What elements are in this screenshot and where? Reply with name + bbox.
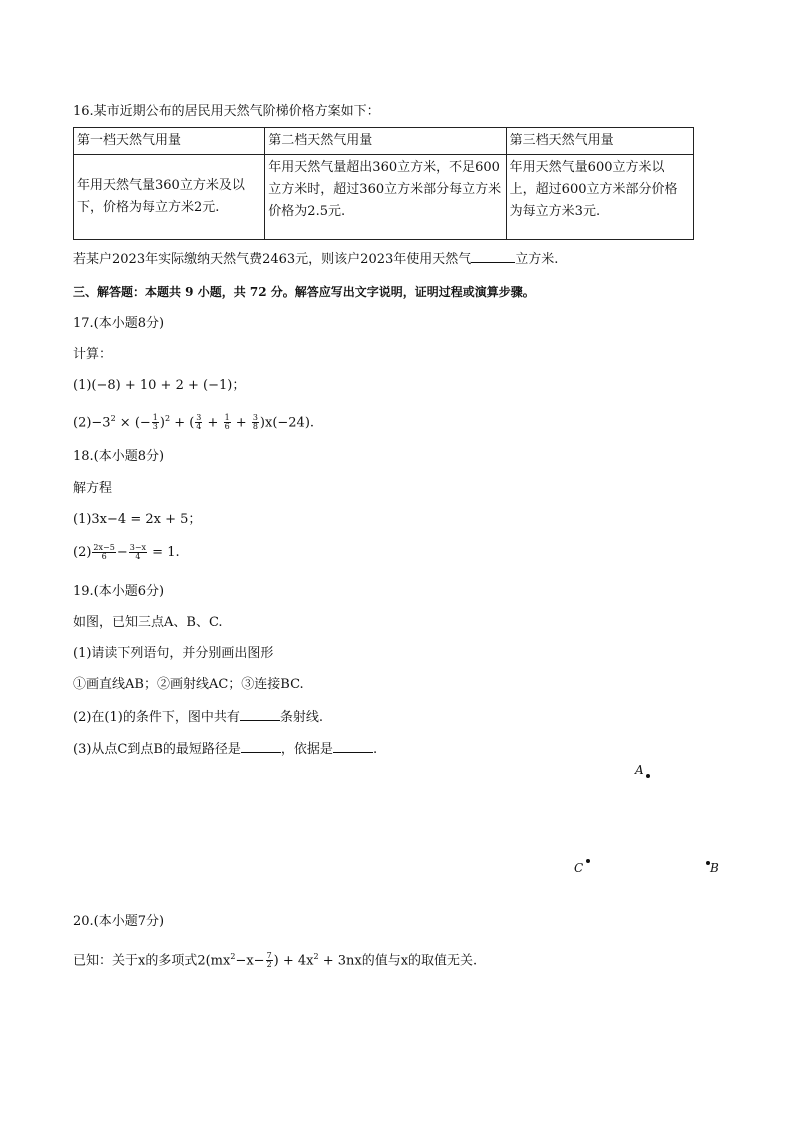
point-c-dot [586, 859, 590, 863]
table-cell-tier2: 年用天然气量超出360立方米，不足600立方米时，超过360立方米部分每立方米价格为2.5元. [265, 155, 506, 240]
denominator: 2 [266, 960, 272, 970]
answer-blank[interactable] [240, 708, 280, 721]
expr-text: − [116, 545, 128, 560]
expr-text: × (− [115, 415, 151, 431]
q18-part1: (1)3x−4 = 2x + 5； [73, 512, 202, 527]
numerator: 3 [252, 413, 258, 423]
expr-text: (2) [73, 545, 92, 560]
q19-part3 [73, 740, 377, 759]
fraction [92, 544, 115, 561]
exponent: 2 [313, 952, 319, 961]
fraction [195, 414, 202, 431]
q16-intro: 16.某市近期公布的居民用天然气阶梯价格方案如下： [73, 104, 380, 119]
q20-statement [73, 948, 477, 970]
q17-header: 17.(本小题8分) [73, 316, 165, 331]
table-cell-tier3: 年用天然气量600立方米以上，超过600立方米部分价格为每立方米3元. [506, 155, 693, 240]
numerator: 2x−5 [93, 543, 115, 552]
numerator: 1 [224, 413, 230, 423]
q16-question-prefix: 若某户2023年实际缴纳天然气费2463元，则该户2023年使用天然气 [73, 252, 472, 267]
point-a-label: A [635, 763, 644, 777]
table-header-row [74, 128, 694, 155]
q19-part1: (1)请读下列语句，并分别画出图形 [73, 646, 274, 661]
table-header-tier3: 第三档天然气用量 [506, 128, 693, 155]
exponent: 2 [110, 414, 116, 423]
q19-part1-items: ①画直线AB；②画射线AC；③连接BC. [73, 677, 304, 692]
q17-part2 [73, 410, 314, 432]
denominator: 4 [196, 422, 202, 432]
numerator: 3 [196, 413, 202, 423]
fraction [266, 952, 273, 969]
point-c-label: C [574, 861, 584, 875]
answer-blank[interactable] [333, 740, 373, 753]
q18-instruction: 解方程 [73, 481, 113, 496]
denominator: 4 [135, 552, 141, 561]
denominator: 8 [252, 422, 258, 432]
q18-part2 [73, 544, 180, 562]
denominator: 6 [101, 552, 107, 561]
q19-header: 19.(本小题6分) [73, 584, 165, 599]
table-header-tier1: 第一档天然气用量 [74, 128, 265, 155]
expr-text: + 3nx的值与x的取值无关. [318, 953, 478, 969]
expr-text: ) + 4x [273, 953, 314, 969]
numerator: 1 [152, 413, 158, 423]
answer-blank[interactable] [471, 250, 515, 263]
exponent: 2 [164, 414, 171, 423]
q19-part3-mid: ，依据是 [280, 742, 333, 757]
section-title: 三、解答题：本题共 9 小题，共 72 分。解答应写出文字说明，证明过程或演算步骤。 [73, 285, 535, 299]
q19-given: 如图，已知三点A、B、C. [73, 615, 223, 630]
table-row [74, 155, 694, 240]
q19-part3-prefix: (3)从点C到点B的最短路径是 [73, 742, 241, 757]
denominator: 6 [224, 422, 230, 432]
q19-part3-suffix: . [372, 742, 378, 757]
expr-text: + [231, 415, 251, 431]
fraction [224, 414, 231, 431]
q20-header: 20.(本小题7分) [73, 914, 165, 929]
q19-part2-prefix: (2)在(1)的条件下，图中共有 [73, 710, 240, 725]
expr-text: = 1. [148, 545, 180, 560]
answer-blank[interactable] [241, 740, 281, 753]
denominator: 3 [152, 422, 158, 432]
table-cell-tier1: 年用天然气量360立方米及以下，价格为每立方米2元. [74, 155, 265, 240]
expr-text: 已知：关于x的多项式2(mx [73, 953, 231, 969]
expr-text: )x(−24). [259, 415, 315, 431]
point-b-label: B [710, 861, 719, 875]
table-header-tier2: 第二档天然气用量 [265, 128, 506, 155]
fraction [252, 414, 259, 431]
q17-part1: (1)(−8) + 10 + 2 + (−1)； [73, 378, 246, 393]
fraction [152, 414, 159, 431]
fraction [129, 544, 147, 561]
point-a-dot [646, 774, 650, 778]
q17-instruction: 计算： [73, 347, 113, 362]
expr-text: + ( [170, 415, 195, 431]
expr-text: −x− [235, 953, 265, 969]
q19-part2-suffix: 条射线. [279, 710, 323, 725]
q19-part2 [73, 708, 323, 727]
expr-text: (2)−3 [73, 415, 111, 431]
gas-price-table [73, 127, 694, 240]
q18-header: 18.(本小题8分) [73, 449, 165, 464]
numerator: 7 [266, 951, 272, 961]
expr-text: ) [159, 415, 165, 431]
numerator: 3−x [129, 543, 147, 552]
q16-question [73, 250, 558, 269]
exponent: 2 [230, 952, 236, 961]
expr-text: + [203, 415, 223, 431]
q16-question-suffix: 立方米. [515, 252, 559, 267]
